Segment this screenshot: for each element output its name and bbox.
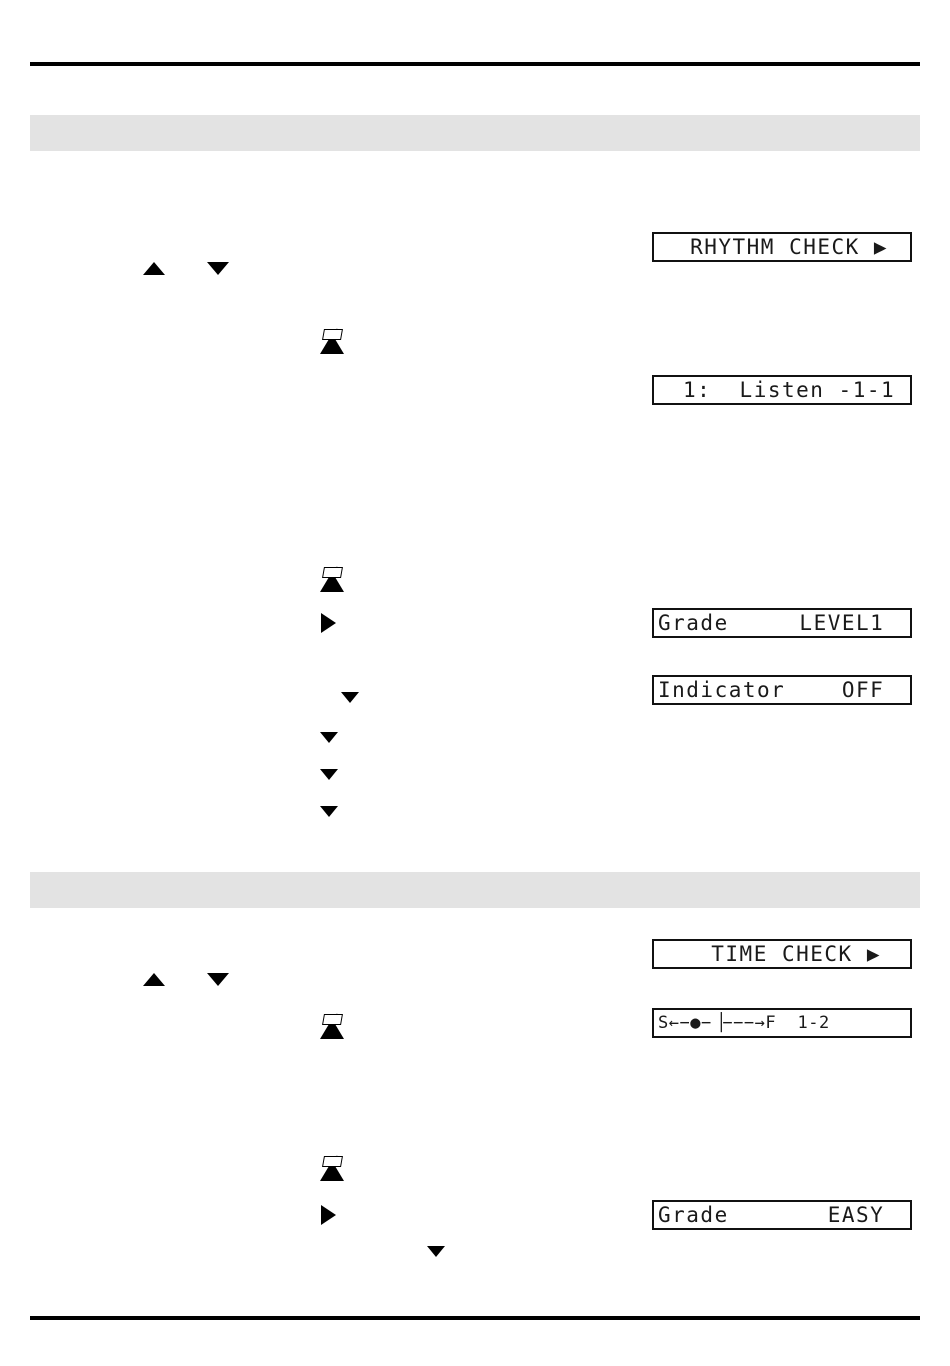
metronome-icon [320, 1013, 344, 1039]
metronome-highlight [322, 567, 343, 578]
lcd-rhythm-check: RHYTHM CHECK ▶ [652, 232, 912, 262]
lcd-listen-step: 1: Listen -1-1 [652, 375, 912, 405]
arrow-down-icon [207, 262, 229, 275]
arrow-down-icon [320, 806, 338, 817]
play-triangle-icon [321, 1205, 336, 1225]
lcd-timing-bar: S←−●−▕−−−→F 1-2 [652, 1008, 912, 1038]
rhythm-check-section-band [30, 115, 920, 151]
lcd-grade-easy: Grade EASY [652, 1200, 912, 1230]
arrow-up-icon [143, 262, 165, 275]
metronome-highlight [322, 1156, 343, 1167]
lcd-time-check: TIME CHECK ▶ [652, 939, 912, 969]
arrow-down-icon [320, 769, 338, 780]
arrow-down-icon [427, 1246, 445, 1257]
lcd-indicator-off: Indicator OFF [652, 675, 912, 705]
arrow-up-icon [143, 973, 165, 986]
play-triangle-icon [321, 613, 336, 633]
metronome-highlight [322, 1014, 343, 1025]
arrow-down-icon [207, 973, 229, 986]
time-check-section-band [30, 872, 920, 908]
arrow-down-icon [320, 732, 338, 743]
metronome-highlight [322, 329, 343, 340]
metronome-icon [320, 566, 344, 592]
top-rule [30, 62, 920, 66]
lcd-grade-level1: Grade LEVEL1 [652, 608, 912, 638]
bottom-rule [30, 1316, 920, 1320]
arrow-down-icon [341, 692, 359, 703]
metronome-icon [320, 328, 344, 354]
metronome-icon [320, 1155, 344, 1181]
